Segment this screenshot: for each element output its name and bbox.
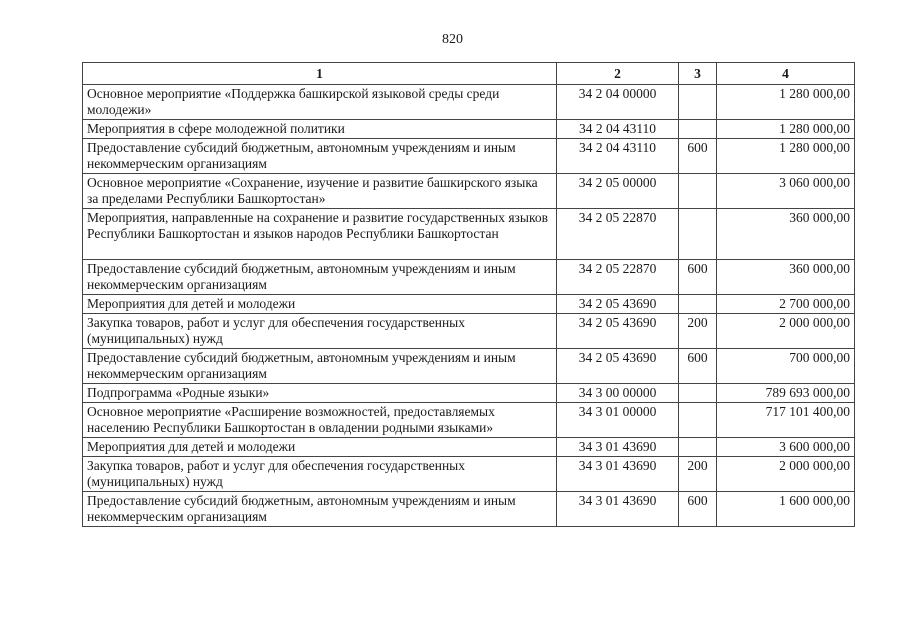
row-amount-cell: 2 000 000,00 <box>717 457 855 492</box>
row-name-cell: Подпрограмма «Родные языки» <box>83 384 557 403</box>
row-amount-cell: 360 000,00 <box>717 260 855 295</box>
row-name-cell: Основное мероприятие «Сохранение, изучение и развитие башкирского языка за пределами Республики Башкортостан» <box>83 174 557 209</box>
row-type-cell: 600 <box>679 260 717 295</box>
row-type-cell: 200 <box>679 314 717 349</box>
row-name-cell: Мероприятия для детей и молодежи <box>83 438 557 457</box>
row-code-cell: 34 2 05 43690 <box>557 295 679 314</box>
row-code-cell: 34 2 05 22870 <box>557 209 679 260</box>
row-type-cell <box>679 85 717 120</box>
row-type-cell: 600 <box>679 349 717 384</box>
table-row <box>83 403 855 438</box>
row-type-cell: 200 <box>679 457 717 492</box>
row-amount-cell: 2 700 000,00 <box>717 295 855 314</box>
row-name-cell: Предоставление субсидий бюджетным, автономным учреждениям и иным некоммерческим организациям <box>83 492 557 527</box>
row-name-cell: Мероприятия в сфере молодежной политики <box>83 120 557 139</box>
table-row <box>83 139 855 174</box>
table-row <box>83 438 855 457</box>
row-amount-cell: 3 060 000,00 <box>717 174 855 209</box>
row-name-cell: Предоставление субсидий бюджетным, автономным учреждениям и иным некоммерческим организациям <box>83 139 557 174</box>
row-name-cell: Закупка товаров, работ и услуг для обеспечения государственных (муниципальных) нужд <box>83 457 557 492</box>
row-amount-cell: 2 000 000,00 <box>717 314 855 349</box>
row-amount-cell: 360 000,00 <box>717 209 855 260</box>
row-code-cell: 34 2 05 22870 <box>557 260 679 295</box>
budget-table <box>82 62 855 527</box>
row-code-cell: 34 3 01 43690 <box>557 492 679 527</box>
table-row <box>83 85 855 120</box>
row-amount-cell: 789 693 000,00 <box>717 384 855 403</box>
row-code-cell: 34 3 01 43690 <box>557 438 679 457</box>
table-header-row <box>83 63 855 85</box>
row-code-cell: 34 2 04 43110 <box>557 139 679 174</box>
page-number: 820 <box>442 32 463 47</box>
row-amount-cell: 1 600 000,00 <box>717 492 855 527</box>
row-type-cell: 600 <box>679 139 717 174</box>
table-row <box>83 384 855 403</box>
row-type-cell <box>679 295 717 314</box>
table-row <box>83 492 855 527</box>
table-row <box>83 209 855 260</box>
table-row <box>83 174 855 209</box>
row-amount-cell: 700 000,00 <box>717 349 855 384</box>
row-amount-cell: 1 280 000,00 <box>717 139 855 174</box>
row-amount-cell: 717 101 400,00 <box>717 403 855 438</box>
table-row <box>83 295 855 314</box>
column-header-code: 2 <box>557 63 679 85</box>
row-code-cell: 34 2 05 43690 <box>557 314 679 349</box>
row-amount-cell: 3 600 000,00 <box>717 438 855 457</box>
row-code-cell: 34 2 04 00000 <box>557 85 679 120</box>
table-row <box>83 457 855 492</box>
row-name-cell: Основное мероприятие «Поддержка башкирской языковой среды среди молодежи» <box>83 85 557 120</box>
column-header-name: 1 <box>83 63 557 85</box>
row-type-cell: 600 <box>679 492 717 527</box>
row-type-cell <box>679 174 717 209</box>
row-type-cell <box>679 438 717 457</box>
row-type-cell <box>679 209 717 260</box>
row-code-cell: 34 2 04 43110 <box>557 120 679 139</box>
row-type-cell <box>679 403 717 438</box>
row-name-cell: Мероприятия, направленные на сохранение и развитие государственных языков Республики Башкортостан и языков народов Республики Башкортостан <box>83 209 557 260</box>
row-code-cell: 34 3 01 43690 <box>557 457 679 492</box>
row-code-cell: 34 2 05 43690 <box>557 349 679 384</box>
column-header-amount: 4 <box>717 63 855 85</box>
row-name-cell: Предоставление субсидий бюджетным, автономным учреждениям и иным некоммерческим организациям <box>83 260 557 295</box>
row-type-cell <box>679 120 717 139</box>
table-row <box>83 349 855 384</box>
row-name-cell: Основное мероприятие «Расширение возможностей, предоставляемых населению Республики Башкортостан в овладении родными языками» <box>83 403 557 438</box>
row-code-cell: 34 3 00 00000 <box>557 384 679 403</box>
row-name-cell: Мероприятия для детей и молодежи <box>83 295 557 314</box>
row-amount-cell: 1 280 000,00 <box>717 85 855 120</box>
row-amount-cell: 1 280 000,00 <box>717 120 855 139</box>
table-row <box>83 314 855 349</box>
row-code-cell: 34 3 01 00000 <box>557 403 679 438</box>
column-header-type: 3 <box>679 63 717 85</box>
row-code-cell: 34 2 05 00000 <box>557 174 679 209</box>
row-type-cell <box>679 384 717 403</box>
table-body <box>83 85 855 527</box>
row-name-cell: Предоставление субсидий бюджетным, автономным учреждениям и иным некоммерческим организациям <box>83 349 557 384</box>
table-row <box>83 120 855 139</box>
row-name-cell: Закупка товаров, работ и услуг для обеспечения государственных (муниципальных) нужд <box>83 314 557 349</box>
table-row <box>83 260 855 295</box>
